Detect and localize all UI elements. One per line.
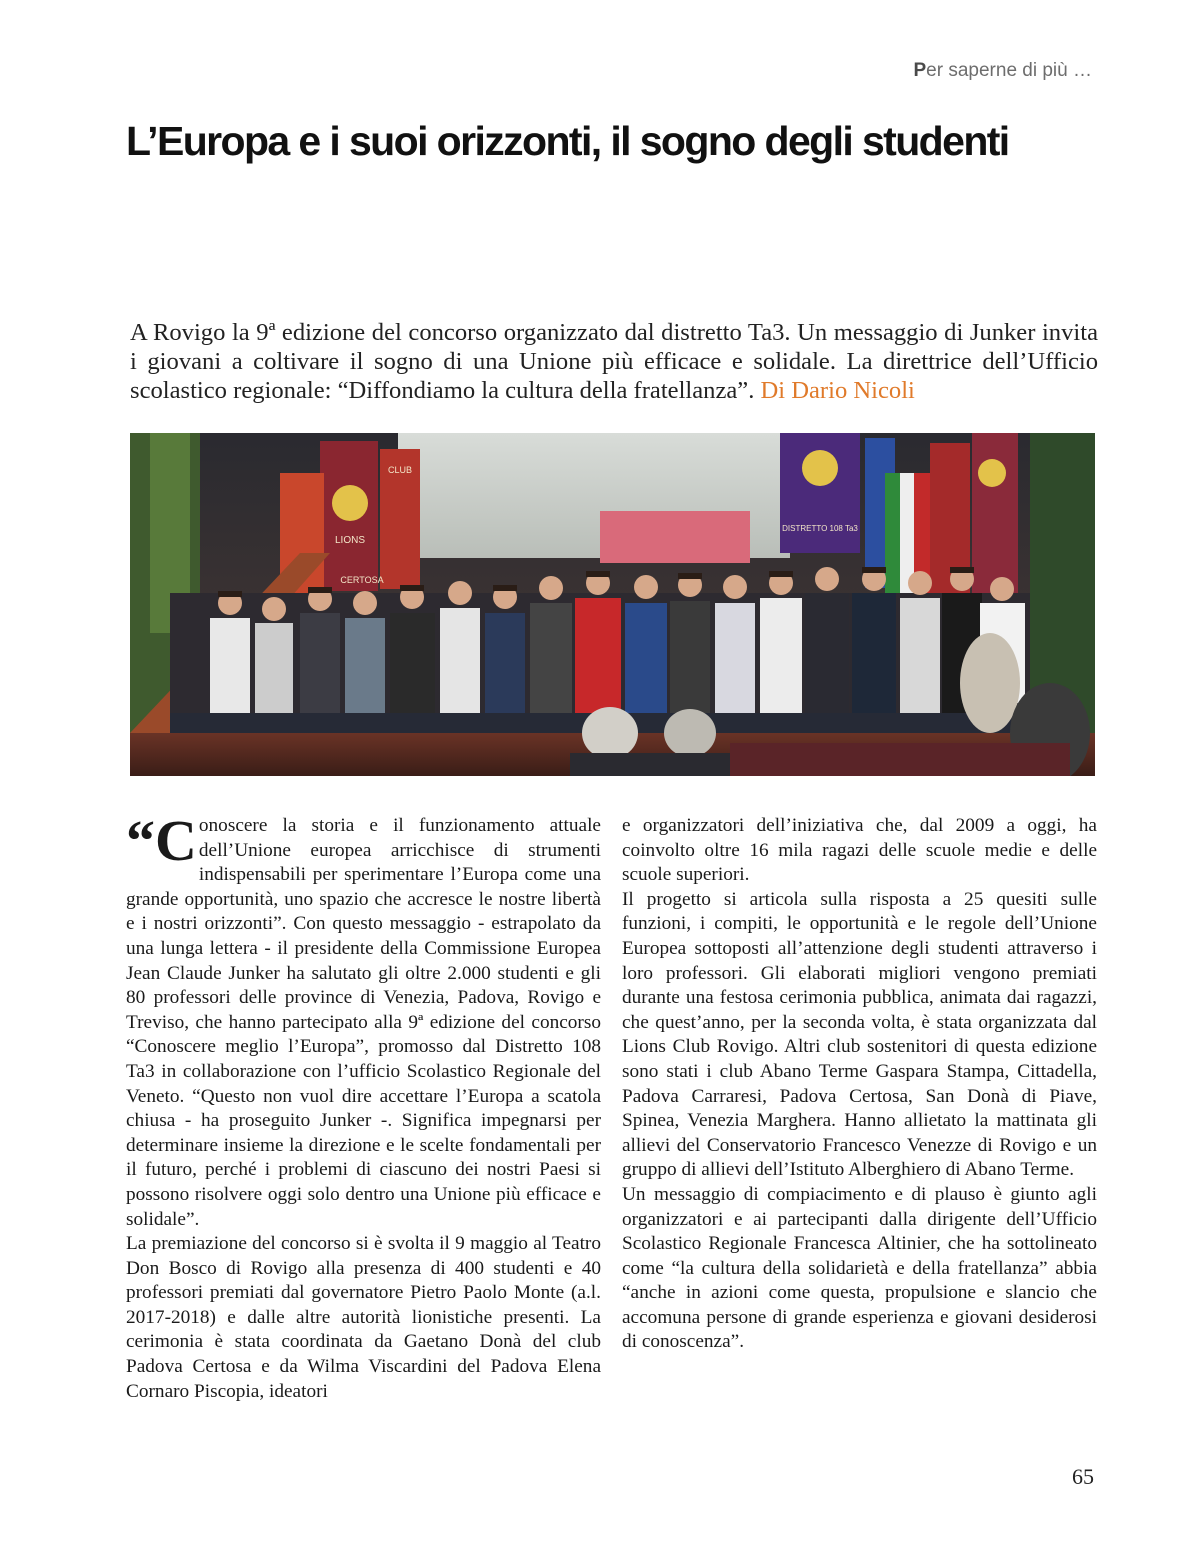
paragraph: La premiazione del concorso si è svolta il 9 maggio al Teatro Don Bosco di Rovigo alla presenza di 400 studenti e 40 professori premiati dal governatore Pietro Paolo Monte (a.l. 2017-2018) e dalle altre autorità lionistiche presenti. La cerimonia è stata coordinata da Gaetano Donà del club Padova Certosa e da Wilma Viscardini del Padova Elena Cornaro Piscopia, ideatori [126, 1233, 601, 1402]
ceremony-photo-illustration [130, 433, 1095, 776]
section-label [913, 60, 1092, 82]
paragraph [126, 808, 601, 1232]
banner-text-club: CLUB [387, 465, 413, 475]
drop-cap-letter: C [155, 808, 197, 873]
section-label-first-letter: P [913, 60, 927, 81]
subtitle-text: A Rovigo la 9ª edizione del concorso organizzato dal distretto Ta3. Un messaggio di Junker invita i giovani a coltivare il sogno di una Unione più efficace e solidale. La direttrice dell’Ufficio scolastico regionale: “Diffondiamo la cultura della fratellanza”. [130, 319, 1098, 404]
article-title: L’Europa e i suoi orizzonti, il sogno degli studenti [126, 118, 1009, 164]
paragraph: Un messaggio di compiacimento e di plauso è giunto agli organizzatori e ai partecipanti dalla dirigente dell’Ufficio Scolastico Regionale Francesca Altinier, che ha sottolineato come “la cultura della solidarietà e della fratellanza” abbia “anche in azioni come questa, propulsione e slancio che accomuna persone di grande esperienza e giovani desiderosi di conoscenza”. [622, 1183, 1097, 1353]
article-column-right [622, 814, 1097, 1404]
banner-text-lions: LIONS [334, 535, 366, 546]
article-subtitle [130, 318, 1098, 405]
banner-text-certosa: CERTOSA [340, 575, 384, 585]
paragraph-text: onoscere la storia e il funzionamento attuale dell’Unione europea arricchisce di strumenti indispensabili per sperimentare l’Europa come una grande opportunità, uno spazio che accresce le nostre libertà e i nostri orizzonti”. Con questo messaggio - estrapolato da una lunga lettera - il presidente della Commissione Europea Jean Claude Junker ha salutato gli oltre 2.000 studenti e gli 80 professori delle province di Venezia, Padova, Rovigo e Treviso, che hanno partecipato alla 9ª edizione del concorso “Conoscere meglio l’Europa”, promosso dal Distretto 108 Ta3 in collaborazione con l’ufficio Scolastico Regionale del Veneto. “Questo non vuol dire accettare l’Europa a scatola chiusa - ha proseguito Junker -. Significa impegnarsi per determinare insieme la direzione e le scelte fondamentali per il futuro, perché i problemi di ciascuno dei nostri Paesi si possono risolvere oggi solo dentro una Unione più efficace e solidale”. [126, 815, 601, 1230]
paragraph: e organizzatori dell’iniziativa che, dal 2009 a oggi, ha coinvolto oltre 16 mila ragazi delle scuole medie e delle scuole superiori. [622, 815, 1097, 886]
article-byline: Di Dario Nicoli [760, 377, 915, 404]
drop-cap-quote: “ [126, 808, 155, 873]
paragraph: Il progetto si articola sulla risposta a 25 quesiti sulle funzioni, i compiti, le opportunità e le regole dell’Unione Europea sottoposti all’attenzione degli studenti attraverso i loro professori. Gli elaborati migliori vengono premiati durante una festosa cerimonia pubblica, animata dai ragazzi, che quest’anno, per la seconda volta, è stata organizzata dal Lions Club Rovigo. Altri club sostenitori di questa edizione sono stati i club Abano Terme Gaspara Stampa, Cittadella, Padova Carraresi, Padova Certosa, San Donà di Piave, Spinea, Venezia Marghera. Hanno allietato la mattinata gli allievi del Conservatorio Francesco Venezze di Rovigo e un gruppo di allievi dell’Istituto Alberghiero di Abano Terme. [622, 888, 1097, 1181]
page-number: 65 [1072, 1464, 1094, 1489]
banner-text-distretto: DISTRETTO 108 Ta3 [782, 524, 858, 533]
ceremony-photo [130, 433, 1095, 776]
article-body [126, 808, 1097, 1404]
article-column-left [126, 808, 601, 1404]
section-label-rest: er saperne di più … [926, 60, 1092, 81]
drop-cap [126, 808, 197, 873]
